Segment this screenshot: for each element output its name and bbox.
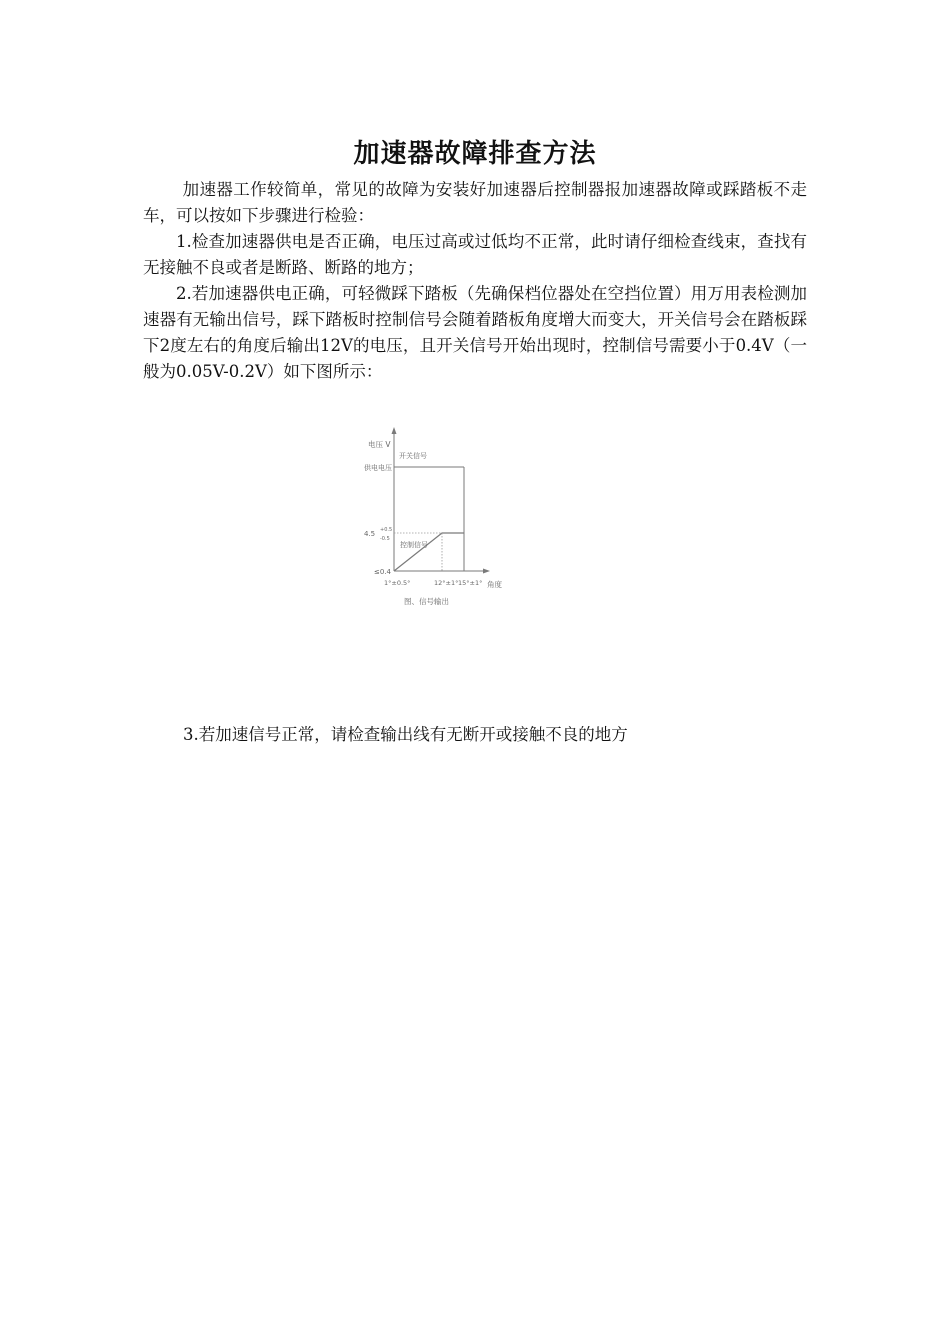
x-axis-label: 角度 — [487, 580, 502, 589]
y-tick-high-tol-plus: +0.5 — [380, 527, 393, 533]
y-tick-high-tol-minus: -0.5 — [380, 536, 390, 542]
control-signal-label: 控制信号 — [400, 541, 428, 549]
control-signal-line — [394, 533, 464, 571]
y-tick-low: ≤0.4 — [374, 568, 391, 576]
signal-chart — [356, 423, 512, 613]
x-tick-2: 12°±1° — [434, 579, 459, 587]
intro-paragraph: 加速器工作较简单，常见的故障为安装好加速器后控制器报加速器故障或踩踏板不走车，可以按如下步骤进行检验： — [143, 180, 807, 225]
switch-signal-label: 开关信号 — [399, 452, 427, 460]
supply-voltage-label: 供电电压 — [364, 464, 392, 472]
y-tick-high: 4.5 — [364, 530, 376, 538]
figure-caption: 图、信号输出 — [404, 597, 449, 606]
y-axis-arrow — [392, 427, 397, 434]
step-1-paragraph: 1.检查加速器供电是否正确，电压过高或过低均不正常，此时请仔细检查线束，查找有无接触不良或者是断路、断路的地方； — [143, 232, 807, 277]
document-body — [143, 177, 807, 385]
signal-output-figure — [356, 423, 512, 613]
step-2-paragraph: 2.若加速器供电正确，可轻微踩下踏板（先确保档位器处在空挡位置）用万用表检测加速器有无输出信号，踩下踏板时控制信号会随着踏板角度增大而变大，开关信号会在踏板踩下2度左右的角度后输出12V的电压，且开关信号开始出现时，控制信号需要小于0.4V（一般为0.05V-0.2V）如下图所示： — [143, 284, 807, 381]
step-3-paragraph: 3.若加速信号正常，请检查输出线有无断开或接触不良的地方 — [183, 725, 628, 744]
y-axis-label: 电压 V — [368, 440, 391, 449]
x-tick-1: 1°±0.5° — [384, 579, 411, 587]
document-title: 加速器故障排查方法 — [353, 139, 597, 169]
x-axis-arrow — [483, 569, 490, 574]
x-tick-3: 15°±1° — [458, 579, 483, 587]
